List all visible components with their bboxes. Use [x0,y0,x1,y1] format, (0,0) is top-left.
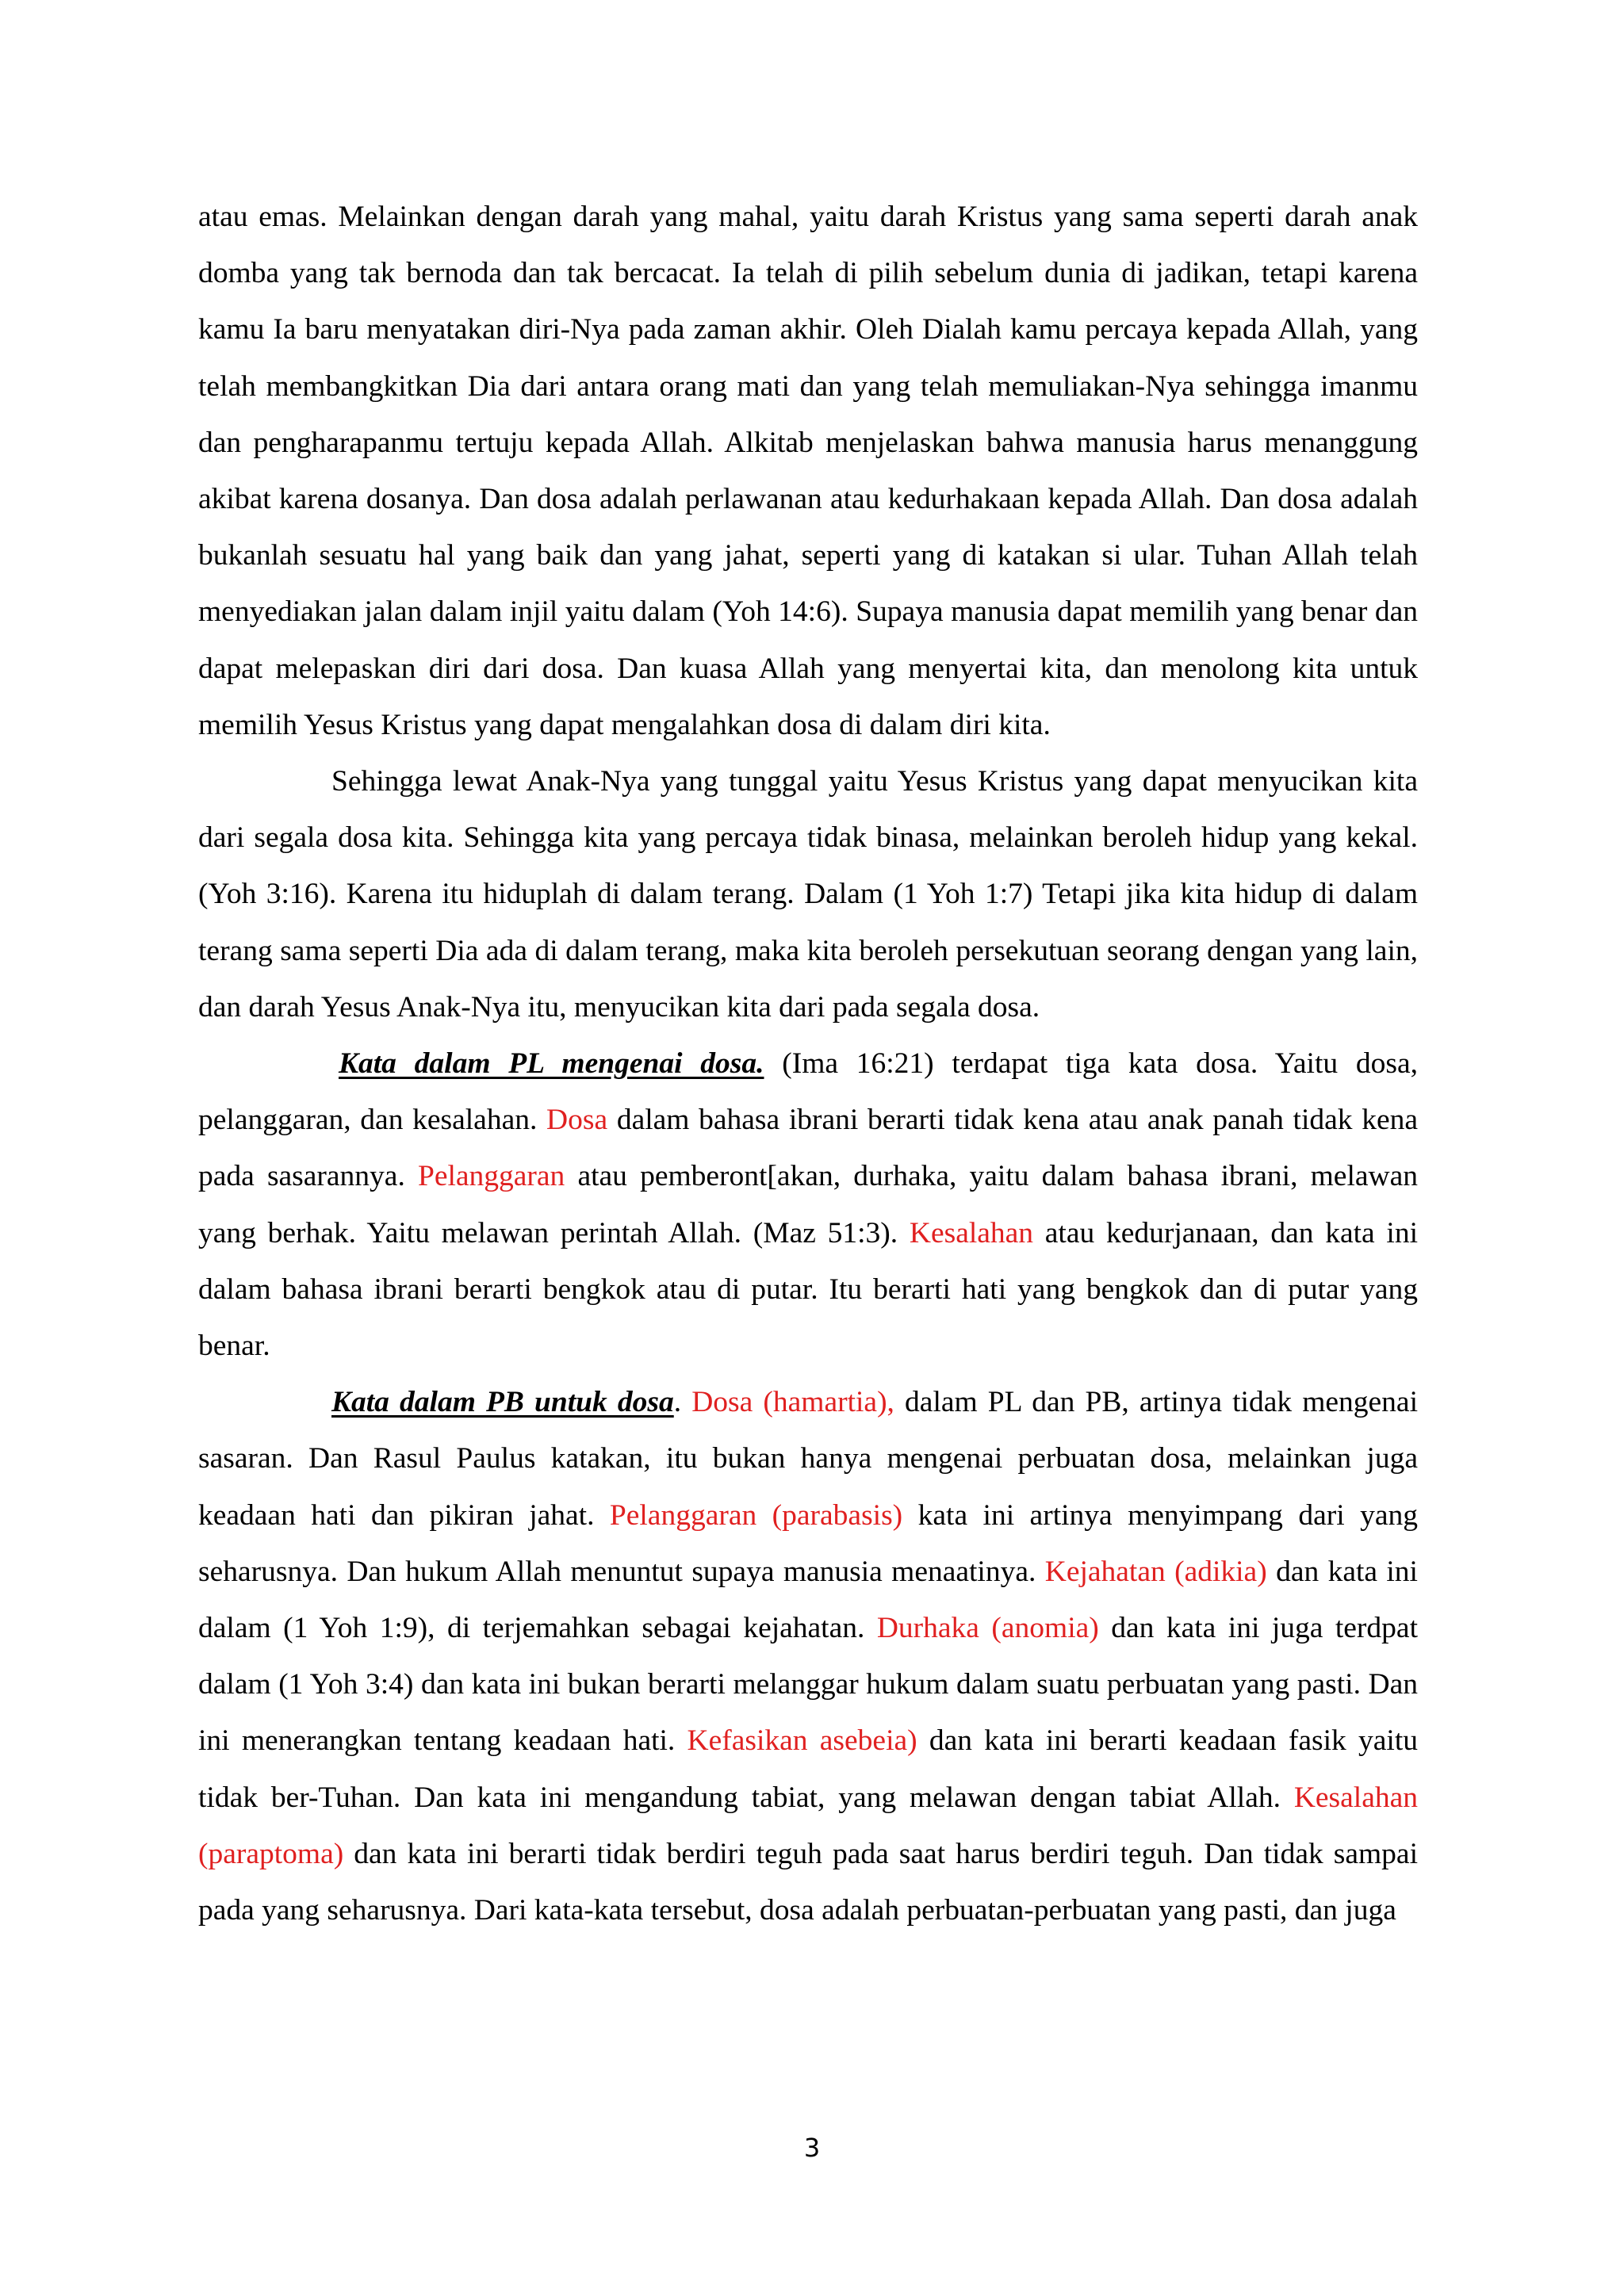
term-anomia: Durhaka (anomia) [876,1612,1099,1645]
term-kesalahan: Kesalahan [909,1216,1034,1249]
document-body [198,189,1418,1938]
paragraph-text: dan kata ini dalam (1 Yoh 1:9), di terjemahkan sebagai kejahatan. [198,1555,1418,1645]
heading-period: . [673,1386,682,1419]
section-heading-pb: Kata dalam PB untuk dosa [331,1386,674,1419]
paragraph-pl-words [198,1035,1418,1374]
paragraph-sehingga [198,753,1418,1035]
section-heading-pl: Kata dalam PL mengenai dosa. [339,1047,764,1081]
term-pelanggaran: Pelanggaran [417,1160,565,1193]
term-parabasis: Pelanggaran (parabasis) [609,1498,903,1532]
paragraph-text: dalam PL dan PB, artinya tidak mengenai sasaran. Dan Rasul Paulus katakan, itu bukan hanya mengenai perbuatan dosa, melainkan juga keadaan hati dan pikiran jahat. [198,1386,1418,1532]
paragraph-text: atau pemberont[akan, durhaka, yaitu dalam bahasa ibrani, melawan yang berhak. Yaitu melawan perintah Allah. (Maz 51:3). [198,1160,1418,1249]
paragraph-continuation [198,189,1418,753]
paragraph-text: dalam bahasa ibrani berarti tidak kena atau anak panah tidak kena pada sasarannya. [198,1104,1418,1193]
term-paraptoma: Kesalahan (paraptoma) [198,1781,1418,1870]
paragraph-text: dan kata ini berarti keadaan fasik yaitu tidak ber-Tuhan. Dan kata ini mengandung tabiat, yang melawan dengan tabiat Allah. [198,1724,1418,1814]
paragraph-pb-words [198,1374,1418,1938]
term-adikia: Kejahatan (adikia) [1044,1555,1267,1588]
paragraph-text: atau kedurjanaan, dan kata ini dalam bahasa ibrani berarti bengkok atau di putar. Itu berarti hati yang bengkok dan di putar yang benar. [198,1216,1418,1363]
paragraph-text: Sehingga lewat Anak-Nya yang tunggal yaitu Yesus Kristus yang dapat menyucikan kita dari segala dosa kita. Sehingga kita yang percaya tidak binasa, melainkan beroleh hidup yang kekal. (Yoh 3:16). Karena itu hiduplah di dalam terang. Dalam (1 Yoh 1:7) Tetapi jika kita hidup di dalam terang sama seperti Dia ada di dalam terang, maka kita beroleh persekutuan seorang dengan yang lain, dan darah Yesus Anak-Nya itu, menyucikan kita dari pada segala dosa. [198,765,1418,1024]
paragraph-text: dan kata ini berarti tidak berdiri teguh pada saat harus berdiri teguh. Dan tidak sampai pada yang seharusnya. Dari kata-kata tersebut, dosa adalah perbuatan-perbuatan yang pasti, dan juga [198,1837,1418,1927]
paragraph-text: (Ima 16:21) terdapat tiga kata dosa. Yaitu dosa, pelanggaran, dan kesalahan. [198,1047,1418,1137]
paragraph-text: kata ini artinya menyimpang dari yang seharusnya. Dan hukum Allah menuntut supaya manusia menaatinya. [198,1498,1418,1588]
term-dosa: Dosa [546,1104,608,1137]
paragraph-text: dan kata ini juga terdpat dalam (1 Yoh 3:4) dan kata ini bukan berarti melanggar hukum dalam suatu perbuatan yang pasti. Dan ini menerangkan tentang keadaan hati. [198,1612,1418,1758]
term-asebeia: Kefasikan asebeia) [687,1724,917,1758]
paragraph-text: atau emas. Melainkan dengan darah yang mahal, yaitu darah Kristus yang sama seperti darah anak domba yang tak bernoda dan tak bercacat. Ia telah di pilih sebelum dunia di jadikan, tetapi karena kamu Ia baru menyatakan diri-Nya pada zaman akhir. Oleh Dialah kamu percaya kepada Allah, yang telah membangkitkan Dia dari antara orang mati dan yang telah memuliakan-Nya sehingga imanmu dan pengharapanmu tertuju kepada Allah. Alkitab menjelaskan bahwa manusia harus menanggung akibat karena dosanya. Dan dosa adalah perlawanan atau kedurhakaan kepada Allah. Dan dosa adalah bukanlah sesuatu hal yang baik dan yang jahat, seperti yang di katakan si ular. Tuhan Allah telah menyediakan jalan dalam injil yaitu dalam (Yoh 14:6). Supaya manusia dapat memilih yang benar dan dapat melepaskan diri dari dosa. Dan kuasa Allah yang menyertai kita, dan menolong kita untuk memilih Yesus Kristus yang dapat mengalahkan dosa di dalam diri kita. [198,201,1418,741]
term-hamartia: Dosa (hamartia), [681,1386,894,1419]
page-number: 3 [803,2133,821,2163]
